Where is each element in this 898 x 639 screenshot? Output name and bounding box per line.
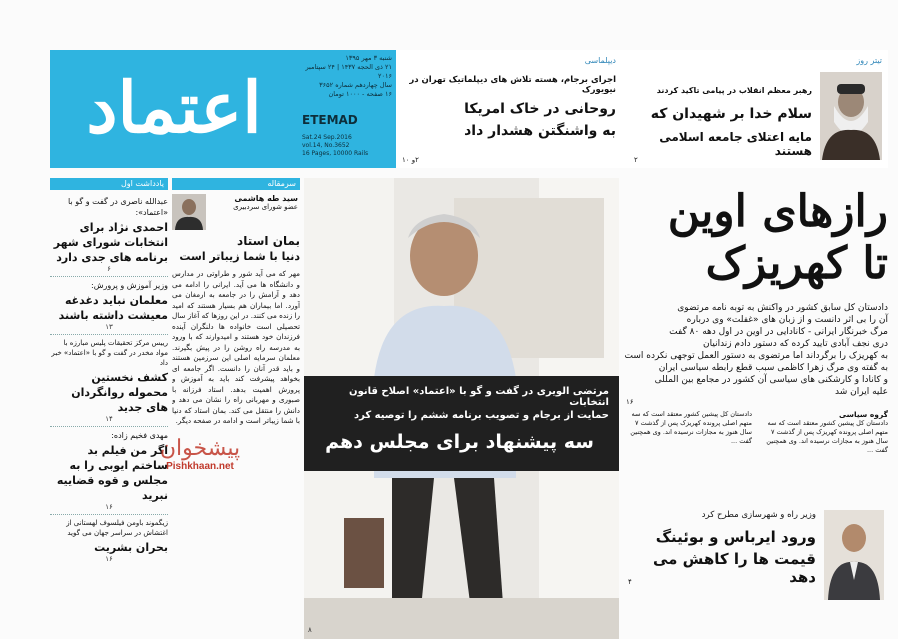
- page-number: ۱۴: [105, 415, 113, 423]
- right-column: [622, 178, 888, 639]
- story-headline: کشف نخستین محموله روانگردان های جدید: [71, 371, 168, 414]
- story-column: [758, 410, 888, 500]
- summary-line: مرگ خبرنگار ایرانی - کانادایی در اوین در اول دهه ۸۰ گفت: [669, 327, 888, 337]
- author-box: [172, 194, 300, 230]
- story-headline: احمدی نژاد برای انتخابات شورای شهر برنامه های جدی دارد: [53, 221, 168, 264]
- page-number: ۱۶: [105, 503, 113, 511]
- page-number: ۲: [634, 156, 638, 164]
- logo-latin: ETEMAD: [302, 113, 358, 127]
- summary-line: آن را بی اثر دانست و از زبان های «غفلت» وی درباره: [686, 315, 888, 325]
- story-headline: اگر من فیلم بد ساختم ایوبی را به مجلس و قوه قضاییه نبرید: [56, 444, 168, 502]
- summary-line: دادستان کل سابق کشور در واکنش به توبه نامه مرتضوی: [677, 303, 888, 313]
- divider: [50, 426, 168, 427]
- story-headline: معلمان نباید دغدغه معیشت داشته باشند: [58, 294, 168, 322]
- main-headline-band[interactable]: [304, 376, 619, 471]
- story-item[interactable]: [50, 518, 168, 563]
- editorial-body: مهر که می آید شور و طراوتی در مدارس و دانشگاه ها می آید. ایرانی را ادامه می دهد و آرامش را در جامعه به ارمغان می آورد. اما بیماران هم بسیار هستند که امید را زنده می کنند. در این روزها که آغاز سال تحصیلی است خانواده ها دلنگران آینده فرزندان خود هستند و امیدوارند که با ورود به مدرسه راه روشن را در پیش بگیرند. معلمان سرمایه اصلی این سرزمین هستند و باید قدر آنان را دانست. اگر جامعه ای بخواهد پیشرفت کند باید به آموزش و پرورش اهمیت بدهد. استاد فرزانه با صبوری و مهربانی راه را نشان می دهد و دانش را منتقل می کند. بمان استاد که دنیا با شما زیباتر است و ادامه در صفحه دیگر.: [172, 269, 300, 425]
- page-number: ۱۶: [626, 398, 634, 406]
- author-role: عضو شورای سردبیری: [233, 203, 298, 211]
- author-name: سید طه هاشمی: [234, 194, 298, 203]
- story-kicker: رییس مرکز تحقیقات پلیس مبارزه با مواد مخدر در گفت و گو با «اعتماد» خبر داد: [51, 339, 168, 367]
- divider: [50, 276, 168, 277]
- leader-photo: [820, 72, 882, 160]
- story-kicker: زیگموند باومن فیلسوف لهستانی از اغتشاش در سراسر جهان می گوید: [66, 519, 168, 537]
- teaser-kicker: تیتر روز: [856, 56, 882, 65]
- story-item[interactable]: [50, 196, 168, 273]
- issue-info: [300, 54, 392, 164]
- story-headline: بحران بشریت: [94, 541, 168, 554]
- section-bar: یادداشت اول: [50, 178, 168, 190]
- page-number: ۲و ۱۰: [402, 156, 419, 164]
- issue-info-en: [302, 134, 368, 158]
- section-bar: سرمقاله: [172, 178, 300, 190]
- author-photo: [172, 194, 206, 230]
- teaser-headline: سلام خدا بر شهیدان که: [650, 106, 812, 122]
- left-column: [50, 178, 168, 639]
- group-label: گروه سیاسی: [839, 410, 888, 419]
- lead-headline: رازهای اوین: [667, 186, 888, 237]
- main-headline: سه پیشنهاد برای مجلس دهم: [325, 431, 594, 453]
- masthead-logo-block: [50, 50, 396, 168]
- minister-story[interactable]: [622, 504, 888, 604]
- minister-photo: [824, 510, 884, 600]
- main-kicker: مرتضی الویری در گفت و گو با «اعتماد» اصلاح قانون انتخابات: [349, 386, 609, 408]
- page-number: ۸: [308, 626, 312, 634]
- teaser-line: رهبر معظم انقلاب در پیامی تاکید کردند: [656, 86, 812, 95]
- story-kicker: عبدالله ناصری در گفت و گو با «اعتماد»:: [68, 197, 168, 217]
- page-number: ۴: [628, 578, 632, 586]
- page-number: ۶: [107, 265, 111, 273]
- date-en: Sat.24 Sep.2016: [302, 134, 352, 141]
- minister-headline: ورود ایرباس و بوئینگ: [655, 528, 816, 546]
- summary-line: و کانادا و کارشکنی های سیاسی آن کشور در مجامع بین المللی: [654, 375, 888, 385]
- pages-fa: ۱۶ صفحه - ۱۰۰۰ تومان: [328, 90, 392, 98]
- story-kicker: وزیر آموزش و پرورش:: [91, 281, 168, 290]
- teaser-kicker: دیپلماسی: [584, 56, 616, 65]
- story-text: دادستان کل پیشین کشور معتقد است که سه متهم اصلی پرونده کهریزک پس از گذشت ۷ سال هنوز به مجازات نرسیده اند. وی همچنین گفت ...: [630, 410, 752, 445]
- story-item[interactable]: [50, 280, 168, 331]
- watermark-en: Pishkhaan.net: [166, 461, 234, 472]
- date-hijri: ۲۱ ذی الحجه ۱۴۳۷ | ۲۴ سپتامبر ۲۰۱۶: [305, 63, 392, 80]
- minister-headline: قیمت ها را کاهش می دهد: [652, 550, 816, 586]
- teaser-headline: به واشنگتن هشدار داد: [464, 123, 616, 139]
- divider: [50, 514, 168, 515]
- lead-summary: [622, 302, 888, 398]
- teaser-headline: مایه اعتلای جامعه اسلامی هستند: [659, 130, 812, 158]
- page-number: ۱۳: [105, 323, 113, 331]
- summary-line: علیه ایران شد: [835, 387, 888, 397]
- divider: [50, 334, 168, 335]
- minister-kicker: وزیر راه و شهرسازی مطرح کرد: [701, 510, 816, 520]
- watermark-fa: پیشخوان: [159, 436, 241, 461]
- main-kicker: حمایت از برجام و تصویب برنامه ششم را توصیه کرد: [353, 410, 609, 421]
- newspaper-logo: اعتماد: [86, 66, 262, 149]
- story-text: دادستان کل پیشین کشور معتقد است که سه متهم اصلی پرونده کهریزک پس از گذشت ۷ سال هنوز به مجازات نرسیده اند. وی همچنین گفت ...: [766, 419, 888, 454]
- editorial-headline: دنیا با شما زیباتر است: [179, 250, 300, 263]
- story-columns: [622, 410, 888, 500]
- summary-line: دری نجف آبادی تایید کرده که دستور دادم زندانیان: [703, 339, 888, 349]
- lead-headline: تا کهریزک: [705, 238, 888, 289]
- pages-en: 16 Pages, 10000 Rails: [302, 150, 369, 157]
- editorial-headline: بمان استاد: [237, 234, 300, 248]
- issue-fa: سال چهاردهم شماره ۳۶۵۲: [319, 81, 392, 89]
- teaser-diplomacy[interactable]: [398, 50, 622, 168]
- story-kicker: مهدی فخیم زاده:: [111, 431, 168, 440]
- summary-line: به کهریزک را برگرداند اما مرتضوی به دستور العمل توجهی نکرده است: [624, 351, 888, 361]
- editorial-column: [172, 178, 300, 639]
- teaser-headline: روحانی در خاک امریکا: [464, 101, 616, 117]
- summary-line: به گفته وی مرگ زهرا کاظمی سبب قطع رابطه سیاسی ایران: [658, 363, 888, 373]
- page-number: ۱۶: [105, 555, 113, 563]
- issue-en: vol.14, No.3652: [302, 142, 350, 149]
- teaser-line: اجرای برجام، هسته تلاش های دیپلماتیک تهران در نیویورک: [409, 75, 616, 95]
- story-item[interactable]: [50, 338, 168, 423]
- teaser-leader[interactable]: [624, 50, 888, 168]
- date-fa: شنبه ۳ مهر ۱۳۹۵: [345, 54, 392, 62]
